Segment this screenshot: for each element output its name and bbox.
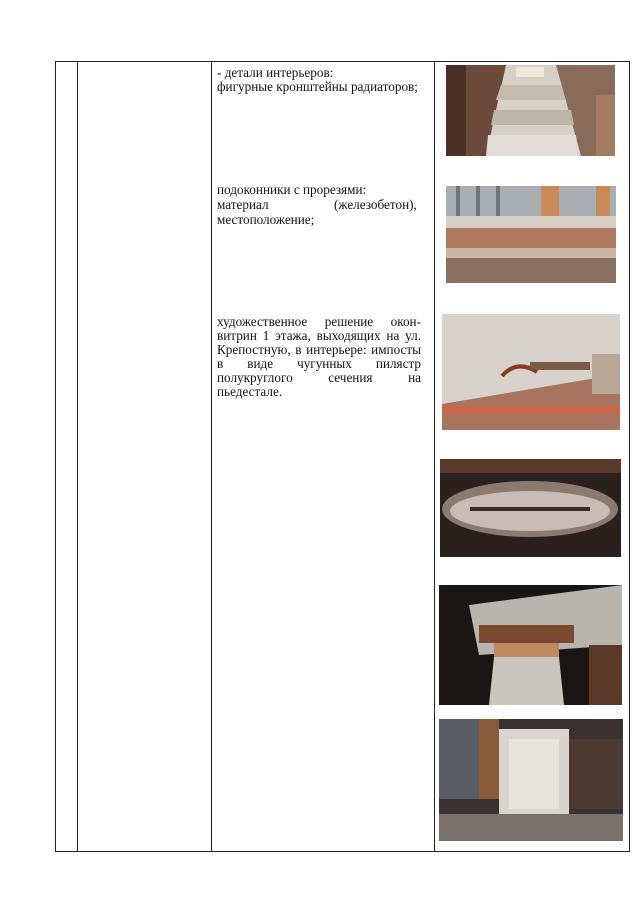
pilaster-pedestal-photo (439, 719, 623, 841)
radiator-bracket-photo (446, 65, 615, 156)
radiator-brackets-text: фигурные кронштейны радиаторов; (217, 79, 418, 94)
interior-details-heading: - детали интерьеров: (217, 65, 334, 80)
shopfront-text-line-3: Крепостную, в интерьере: импосты (217, 342, 421, 357)
table-col-border-2 (77, 61, 78, 852)
window-bracket-photo (442, 314, 620, 430)
windowsill-text-line-2a: материал (217, 197, 269, 212)
shopfront-text-line-2: витрин 1 этажа, выходящих на ул. (217, 328, 421, 343)
table-col-border-1 (55, 61, 56, 852)
table-col-border-3 (211, 61, 212, 852)
shopfront-text-line-6: пьедестале. (217, 384, 283, 399)
table-top-border (55, 61, 630, 62)
table-col-border-5 (629, 61, 630, 852)
shopfront-text-line-4: в виде чугунных пилястр (217, 356, 421, 371)
shopfront-text-line-5: полукруглого сечения на (217, 370, 421, 385)
shopfront-text-line-1: художественное решение окон- (217, 314, 421, 329)
table-bottom-border (55, 851, 630, 852)
table-col-border-4 (434, 61, 435, 852)
windowsill-text-line-3: местоположение; (217, 212, 315, 227)
pilaster-capital-photo (439, 585, 622, 705)
windowsill-text-line-1: подоконники с прорезями: (217, 182, 367, 197)
windowsill-text-line-2b: (железобетон), (334, 197, 417, 212)
cast-iron-detail-photo (440, 459, 621, 557)
windowsill-photo (446, 186, 616, 283)
